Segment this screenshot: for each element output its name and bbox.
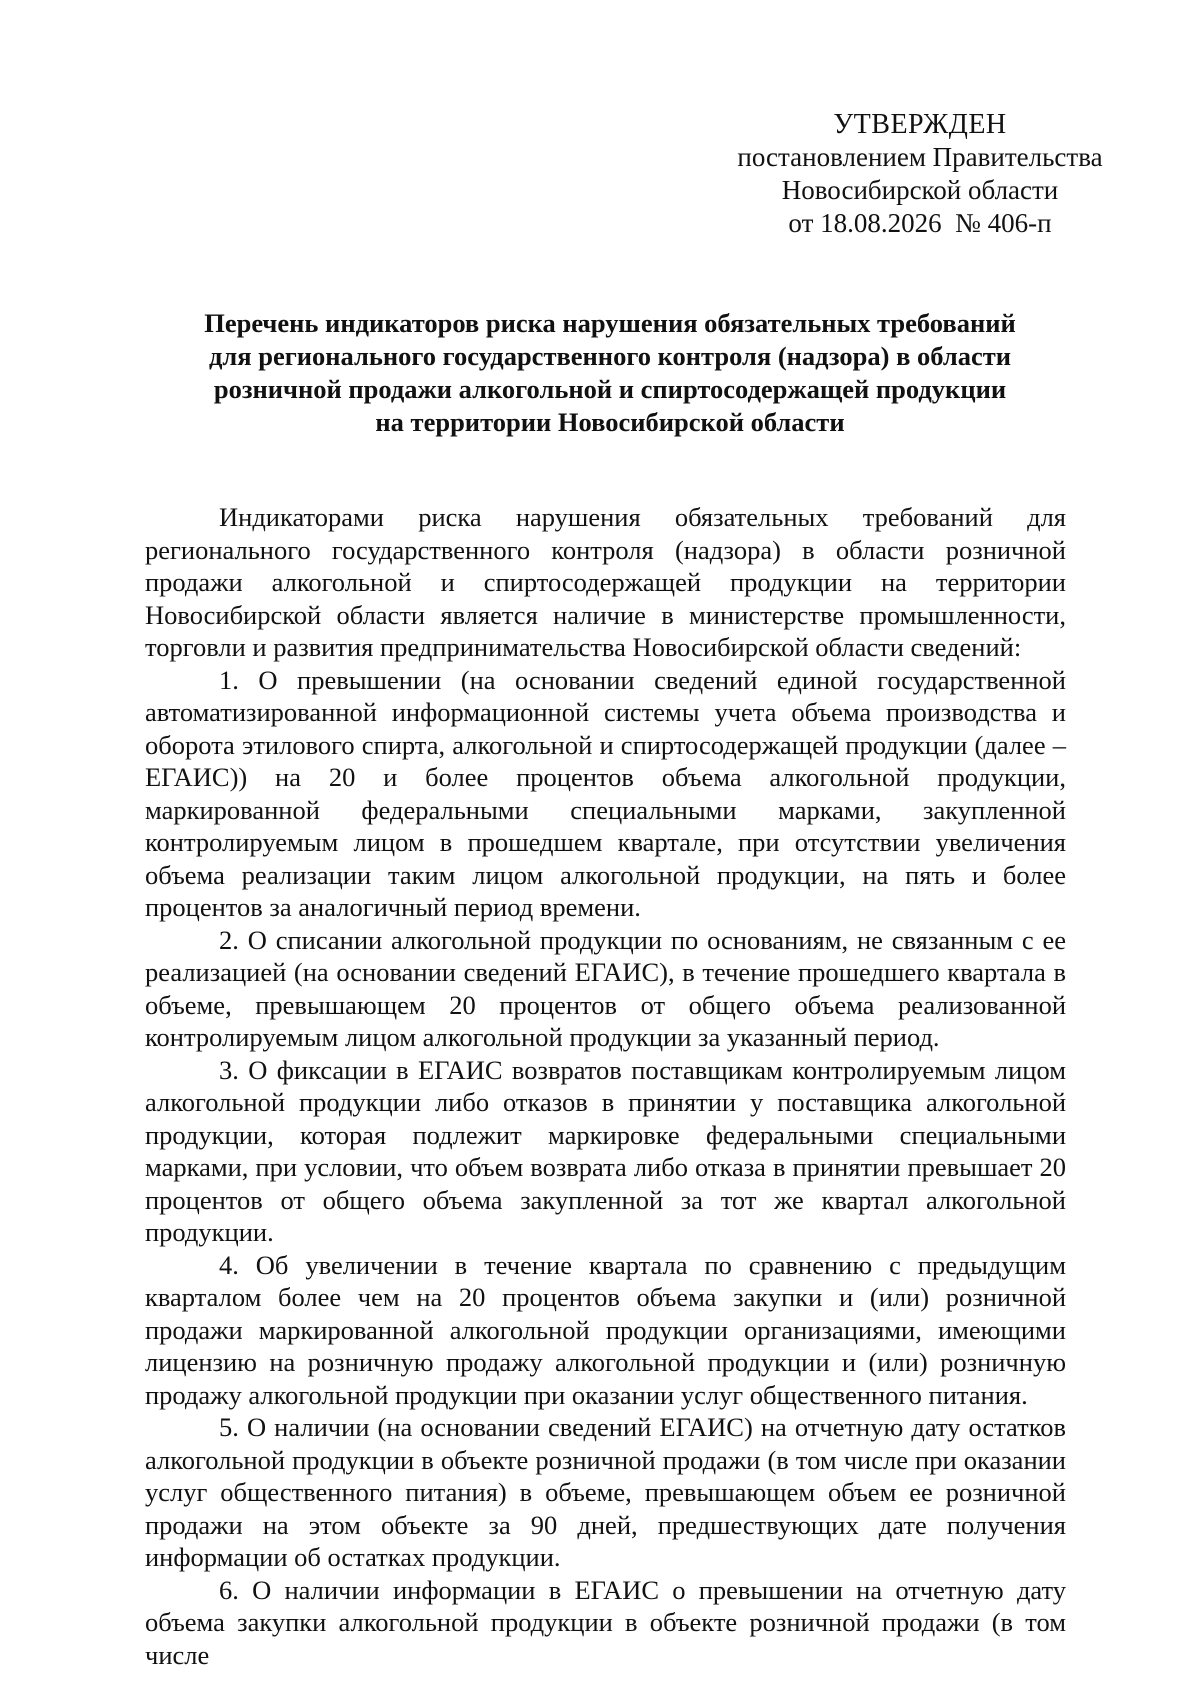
list-item-5: 5. О наличии (на основании сведений ЕГАИС) на отчетную дату остатков алкогольной продукции в объекте розничной продажи (в том числе при оказании услуг общественного питания) в объеме, превышающем объем ее розничной продажи на этом объекте за 90 дней, предшествующих дате получения информации об остатках продукции. — [145, 1412, 1066, 1572]
list-item-2: 2. О списании алкогольной продукции по основаниям, не связанным с ее реализацией (на основании сведений ЕГАИС), в течение прошедшего квартала в объеме, превышающем 20 процентов от общего объема реализованной контролируемым лицом алкогольной продукции за указанный период. — [145, 924, 1066, 1052]
document-title-line: для регионального государственного контроля (надзора) в области — [208, 341, 1012, 371]
list-item-4: 4. Об увеличении в течение квартала по сравнению с предыдущим кварталом более чем на 20 процентов объема закупки и (или) розничной продажи маркированной алкогольной продукции организациями, имеющими лицензию на розничную продажу алкогольной продукции и (или) розничную продажу алкогольной продукции при оказании услуг общественного питания. — [145, 1249, 1066, 1410]
document-title — [150, 307, 1070, 439]
document-body — [145, 501, 1066, 1671]
document-title-line: розничной продажи алкогольной и спиртосодержащей продукции — [213, 374, 1007, 404]
approval-title: УТВЕРЖДЕН — [833, 109, 1007, 140]
list-item-3: 3. О фиксации в ЕГАИС возвратов поставщикам контролируемым лицом алкогольной продукции либо отказов в принятии у поставщика алкогольной продукции, которая подлежит маркировке федеральными специальными марками, при условии, что объем возврата либо отказа в принятии превышает 20 процентов от общего объема закупленной за тот же квартал алкогольной продукции. — [145, 1054, 1066, 1247]
approval-line-resolution: постановлением Правительства — [737, 142, 1103, 172]
approval-stamp — [710, 108, 1130, 240]
list-item-6: 6. О наличии информации в ЕГАИС о превышении на отчетную дату объема закупки алкогольной продукции в объекте розничной продажи (в том числе — [145, 1574, 1066, 1670]
document-title-line: Перечень индикаторов риска нарушения обязательных требований — [204, 308, 1016, 338]
intro-paragraph: Индикаторами риска нарушения обязательных требований для регионального государственного контроля (надзора) в области розничной продажи алкогольной и спиртосодержащей продукции на территории Новосибирской области является наличие в министерстве промышленности, торговли и развития предпринимательства Новосибирской области сведений: — [145, 502, 1066, 662]
list-item-1: 1. О превышении (на основании сведений единой государственной автоматизированной информационной системы учета объема производства и оборота этилового спирта, алкогольной и спиртосодержащей продукции (далее – ЕГАИС)) на 20 и более процентов объема алкогольной продукции, маркированной федеральными специальными марками, закупленной контролируемым лицом в прошедшем квартале, при отсутствии увеличения объема реализации таким лицом алкогольной продукции, на пять и более процентов за аналогичный период времени. — [145, 664, 1066, 922]
approval-line-region: Новосибирской области — [781, 175, 1059, 205]
document-title-line: на территории Новосибирской области — [375, 407, 845, 437]
approval-line-date-number: от 18.08.2026 № 406-п — [788, 208, 1052, 238]
